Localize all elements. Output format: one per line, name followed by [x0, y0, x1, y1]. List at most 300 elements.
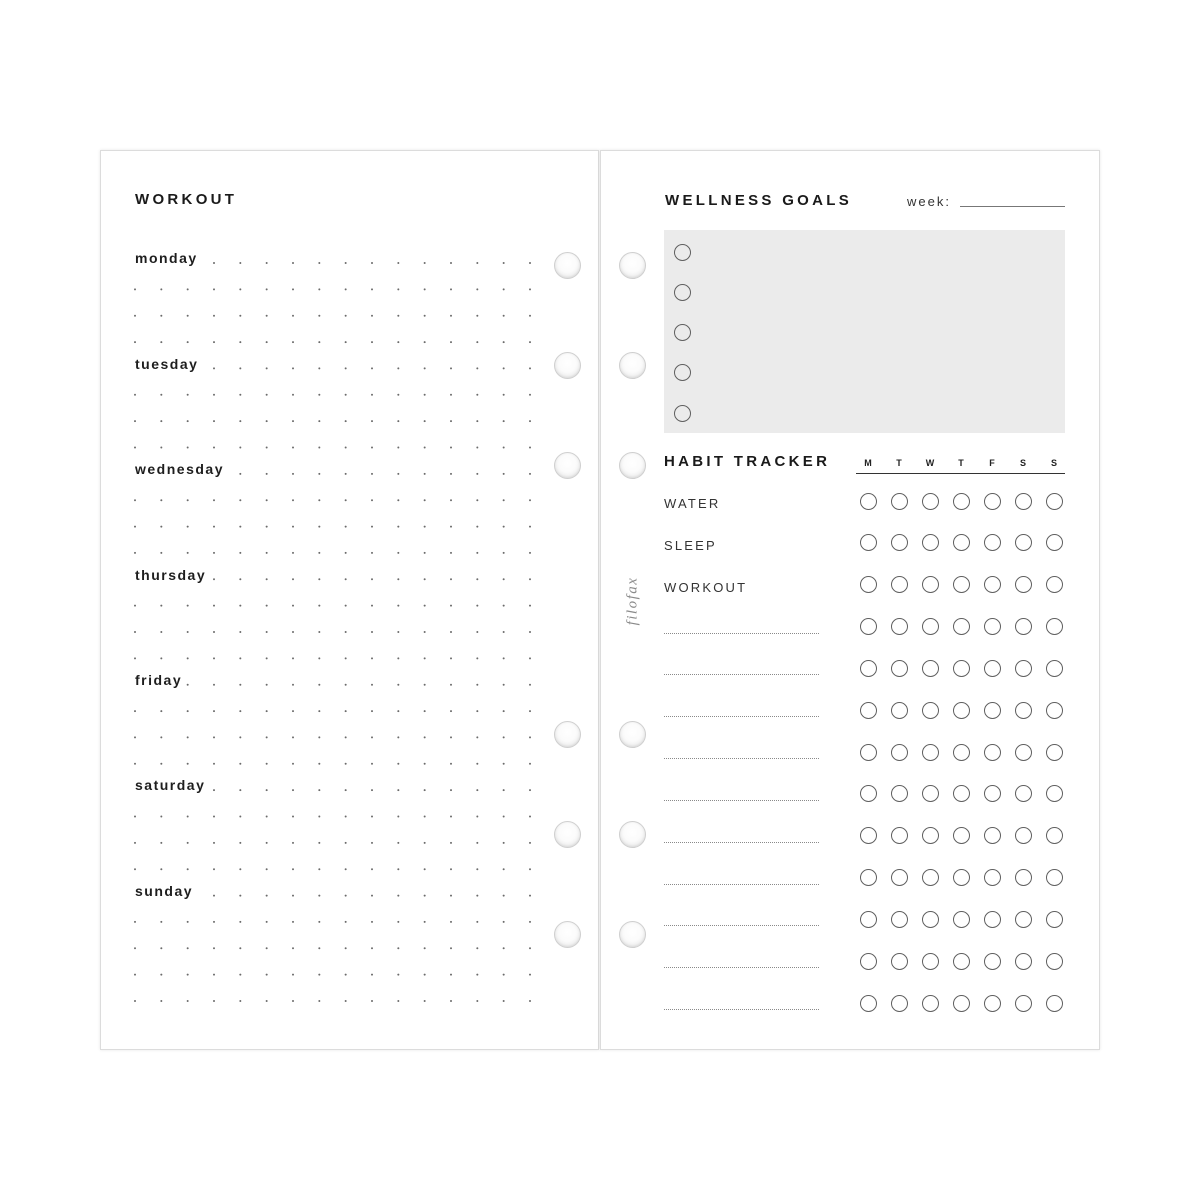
grid-dot: [450, 341, 452, 343]
grid-dot: [213, 552, 215, 554]
habit-checkbox[interactable]: [1015, 660, 1032, 677]
filofax-logo: filofax: [624, 576, 641, 626]
grid-dot: [476, 499, 478, 501]
grid-dot: [371, 974, 373, 976]
grid-dot: [292, 684, 294, 686]
dot-row: [134, 1000, 531, 1002]
grid-dot: [160, 736, 162, 738]
grid-dot: [239, 447, 241, 449]
grid-dot: [292, 895, 294, 897]
grid-dot: [529, 473, 531, 475]
grid-dot: [345, 420, 347, 422]
habit-checkbox[interactable]: [984, 493, 1001, 510]
grid-dot: [266, 473, 268, 475]
habit-checkbox[interactable]: [891, 785, 908, 802]
habit-checkbox[interactable]: [1015, 827, 1032, 844]
habit-checkbox[interactable]: [891, 618, 908, 635]
grid-dot: [134, 763, 136, 765]
grid-dot: [424, 341, 426, 343]
dot-row: [134, 816, 531, 818]
grid-dot: [160, 1000, 162, 1002]
grid-dot: [213, 895, 215, 897]
habit-checkbox[interactable]: [922, 618, 939, 635]
habit-checkbox[interactable]: [922, 995, 939, 1012]
grid-dot: [450, 1000, 452, 1002]
habit-checkbox[interactable]: [984, 702, 1001, 719]
grid-dot: [134, 736, 136, 738]
grid-dot: [160, 605, 162, 607]
habit-checkbox[interactable]: [891, 702, 908, 719]
habit-checkbox[interactable]: [984, 744, 1001, 761]
grid-dot: [266, 341, 268, 343]
habit-checkbox[interactable]: [860, 911, 877, 928]
grid-dot: [503, 447, 505, 449]
habit-checkbox[interactable]: [922, 702, 939, 719]
grid-dot: [450, 394, 452, 396]
grid-dot: [371, 789, 373, 791]
grid-dot: [424, 816, 426, 818]
habit-checkbox[interactable]: [984, 911, 1001, 928]
weekday-letter: T: [958, 458, 964, 468]
grid-dot: [134, 394, 136, 396]
grid-dot: [239, 526, 241, 528]
grid-dot: [292, 578, 294, 580]
grid-dot: [160, 921, 162, 923]
grid-dot: [503, 736, 505, 738]
grid-dot: [345, 789, 347, 791]
habit-checkbox[interactable]: [1015, 953, 1032, 970]
planner-spread: [100, 150, 1100, 1050]
habit-checkbox[interactable]: [860, 744, 877, 761]
habit-checkbox[interactable]: [953, 911, 970, 928]
habit-label: WORKOUT: [664, 580, 748, 596]
grid-dot: [345, 578, 347, 580]
grid-dot: [134, 288, 136, 290]
habit-checkbox[interactable]: [1046, 534, 1063, 551]
grid-dot: [503, 921, 505, 923]
grid-dot: [134, 816, 136, 818]
grid-dot: [345, 552, 347, 554]
grid-dot: [266, 499, 268, 501]
habit-write-in-line[interactable]: [664, 800, 819, 801]
habit-checkbox[interactable]: [860, 869, 877, 886]
habit-checkbox[interactable]: [953, 493, 970, 510]
habit-checkbox[interactable]: [860, 827, 877, 844]
grid-dot: [239, 736, 241, 738]
grid-dot: [424, 736, 426, 738]
grid-dot: [529, 684, 531, 686]
grid-dot: [503, 262, 505, 264]
habit-checkbox[interactable]: [953, 953, 970, 970]
dot-row: [134, 842, 531, 844]
grid-dot: [424, 789, 426, 791]
grid-dot: [213, 262, 215, 264]
grid-dot: [239, 684, 241, 686]
habit-checkbox[interactable]: [891, 744, 908, 761]
grid-dot: [213, 710, 215, 712]
grid-dot: [318, 605, 320, 607]
grid-dot: [450, 842, 452, 844]
grid-dot: [187, 631, 189, 633]
grid-dot: [239, 367, 241, 369]
grid-dot: [450, 473, 452, 475]
habit-checkbox[interactable]: [953, 995, 970, 1012]
grid-dot: [424, 895, 426, 897]
grid-dot: [450, 816, 452, 818]
grid-dot: [160, 631, 162, 633]
habit-checkbox[interactable]: [891, 660, 908, 677]
habit-checkbox[interactable]: [953, 534, 970, 551]
grid-dot: [371, 394, 373, 396]
habit-checkbox[interactable]: [922, 744, 939, 761]
grid-dot: [476, 974, 478, 976]
grid-dot: [529, 631, 531, 633]
grid-dot: [239, 552, 241, 554]
dot-row: [134, 763, 531, 765]
habit-checkbox[interactable]: [1046, 827, 1063, 844]
right-page: [600, 150, 1100, 1050]
grid-dot: [529, 974, 531, 976]
habit-checkbox[interactable]: [1046, 911, 1063, 928]
grid-dot: [239, 974, 241, 976]
grid-dot: [476, 341, 478, 343]
habit-write-in-line[interactable]: [664, 884, 819, 885]
habit-checkbox[interactable]: [922, 534, 939, 551]
grid-dot: [450, 605, 452, 607]
habit-checkbox[interactable]: [1015, 702, 1032, 719]
grid-dot: [160, 763, 162, 765]
grid-dot: [450, 974, 452, 976]
grid-dot: [213, 447, 215, 449]
grid-dot: [134, 947, 136, 949]
grid-dot: [503, 394, 505, 396]
grid-dot: [529, 657, 531, 659]
habit-write-in-line[interactable]: [664, 758, 819, 759]
habit-checkbox[interactable]: [953, 702, 970, 719]
habit-checkbox[interactable]: [953, 827, 970, 844]
grid-dot: [318, 367, 320, 369]
grid-dot: [266, 816, 268, 818]
grid-dot: [476, 367, 478, 369]
grid-dot: [476, 947, 478, 949]
day-label-thursday: thursday: [133, 567, 209, 583]
grid-dot: [424, 947, 426, 949]
dot-row: [134, 605, 531, 607]
grid-dot: [318, 816, 320, 818]
habit-checkbox[interactable]: [891, 576, 908, 593]
grid-dot: [424, 499, 426, 501]
habit-checkbox[interactable]: [1015, 618, 1032, 635]
habit-checkbox[interactable]: [1046, 785, 1063, 802]
grid-dot: [450, 526, 452, 528]
habit-checkbox[interactable]: [891, 534, 908, 551]
grid-dot: [134, 974, 136, 976]
grid-dot: [318, 736, 320, 738]
grid-dot: [397, 684, 399, 686]
grid-dot: [503, 868, 505, 870]
habit-checkbox[interactable]: [984, 953, 1001, 970]
grid-dot: [187, 868, 189, 870]
grid-dot: [318, 288, 320, 290]
habit-checkbox[interactable]: [953, 618, 970, 635]
habit-checkbox[interactable]: [860, 995, 877, 1012]
habit-write-in-line[interactable]: [664, 1009, 819, 1010]
habit-rows: [601, 151, 1099, 1049]
grid-dot: [371, 895, 373, 897]
grid-dot: [503, 526, 505, 528]
punch-hole: [554, 821, 581, 848]
grid-dot: [292, 288, 294, 290]
day-label-friday: friday: [133, 672, 185, 688]
grid-dot: [424, 315, 426, 317]
grid-dot: [529, 868, 531, 870]
habit-checkbox[interactable]: [1046, 744, 1063, 761]
grid-dot: [397, 315, 399, 317]
dot-row: [134, 736, 531, 738]
habit-checkbox[interactable]: [1046, 702, 1063, 719]
habit-checkbox[interactable]: [1015, 869, 1032, 886]
dot-row: [134, 921, 531, 923]
habit-write-in-line[interactable]: [664, 674, 819, 675]
habit-checkbox[interactable]: [860, 618, 877, 635]
grid-dot: [345, 447, 347, 449]
grid-dot: [450, 710, 452, 712]
grid-dot: [397, 367, 399, 369]
grid-dot: [213, 684, 215, 686]
dot-row: [134, 710, 531, 712]
habit-checkbox[interactable]: [984, 995, 1001, 1012]
habit-checkbox[interactable]: [891, 995, 908, 1012]
grid-dot: [239, 631, 241, 633]
habit-write-in-line[interactable]: [664, 967, 819, 968]
habit-write-in-line[interactable]: [664, 842, 819, 843]
grid-dot: [292, 605, 294, 607]
grid-dot: [450, 499, 452, 501]
habit-checkbox[interactable]: [984, 534, 1001, 551]
grid-dot: [529, 420, 531, 422]
grid-dot: [397, 578, 399, 580]
habit-checkbox[interactable]: [922, 827, 939, 844]
habit-checkbox[interactable]: [922, 785, 939, 802]
habit-checkbox[interactable]: [860, 660, 877, 677]
grid-dot: [371, 526, 373, 528]
grid-dot: [503, 763, 505, 765]
habit-checkbox[interactable]: [1046, 953, 1063, 970]
grid-dot: [292, 473, 294, 475]
punch-hole: [554, 452, 581, 479]
habit-write-in-line[interactable]: [664, 716, 819, 717]
grid-dot: [424, 684, 426, 686]
habit-checkbox[interactable]: [891, 869, 908, 886]
habit-checkbox[interactable]: [922, 660, 939, 677]
dot-row: [134, 552, 531, 554]
habit-checkbox[interactable]: [891, 953, 908, 970]
punch-hole: [619, 921, 646, 948]
habit-checkbox[interactable]: [953, 576, 970, 593]
grid-dot: [476, 789, 478, 791]
grid-dot: [292, 789, 294, 791]
grid-dot: [160, 420, 162, 422]
habit-checkbox[interactable]: [891, 827, 908, 844]
grid-dot: [503, 420, 505, 422]
grid-dot: [450, 947, 452, 949]
grid-dot: [160, 341, 162, 343]
grid-dot: [239, 816, 241, 818]
habit-checkbox[interactable]: [984, 660, 1001, 677]
grid-dot: [450, 262, 452, 264]
habit-checkbox[interactable]: [1046, 995, 1063, 1012]
grid-dot: [318, 763, 320, 765]
grid-dot: [397, 394, 399, 396]
grid-dot: [266, 420, 268, 422]
grid-dot: [239, 895, 241, 897]
grid-dot: [292, 1000, 294, 1002]
habit-checkbox[interactable]: [1015, 576, 1032, 593]
habit-write-in-line[interactable]: [664, 633, 819, 634]
grid-dot: [134, 499, 136, 501]
grid-dot: [266, 974, 268, 976]
grid-dot: [397, 288, 399, 290]
grid-dot: [529, 499, 531, 501]
habit-checkbox[interactable]: [984, 785, 1001, 802]
grid-dot: [266, 895, 268, 897]
grid-dot: [476, 921, 478, 923]
grid-dot: [266, 710, 268, 712]
habit-checkbox[interactable]: [953, 744, 970, 761]
dot-grid: [101, 151, 598, 1049]
dot-row: [134, 447, 531, 449]
grid-dot: [292, 816, 294, 818]
grid-dot: [450, 631, 452, 633]
grid-dot: [345, 315, 347, 317]
grid-dot: [213, 657, 215, 659]
grid-dot: [476, 526, 478, 528]
grid-dot: [503, 552, 505, 554]
grid-dot: [450, 420, 452, 422]
grid-dot: [450, 578, 452, 580]
habit-checkbox[interactable]: [1046, 660, 1063, 677]
habit-checkbox[interactable]: [1015, 911, 1032, 928]
grid-dot: [424, 868, 426, 870]
habit-label: SLEEP: [664, 538, 717, 554]
grid-dot: [345, 736, 347, 738]
grid-dot: [134, 710, 136, 712]
weekday-letter: T: [896, 458, 902, 468]
grid-dot: [213, 1000, 215, 1002]
grid-dot: [371, 288, 373, 290]
habit-checkbox[interactable]: [1015, 744, 1032, 761]
grid-dot: [187, 447, 189, 449]
grid-dot: [503, 974, 505, 976]
grid-dot: [213, 947, 215, 949]
habit-checkbox[interactable]: [984, 618, 1001, 635]
habit-checkbox[interactable]: [984, 827, 1001, 844]
grid-dot: [213, 789, 215, 791]
habit-checkbox[interactable]: [891, 911, 908, 928]
grid-dot: [318, 947, 320, 949]
grid-dot: [424, 288, 426, 290]
habit-checkbox[interactable]: [1046, 618, 1063, 635]
habit-checkbox[interactable]: [922, 493, 939, 510]
grid-dot: [134, 526, 136, 528]
habit-write-in-line[interactable]: [664, 925, 819, 926]
grid-dot: [450, 288, 452, 290]
habit-checkbox[interactable]: [1015, 995, 1032, 1012]
grid-dot: [266, 315, 268, 317]
habit-checkbox[interactable]: [922, 576, 939, 593]
grid-dot: [529, 447, 531, 449]
weekday-letter: S: [1019, 458, 1026, 468]
habit-checkbox[interactable]: [860, 576, 877, 593]
grid-dot: [424, 447, 426, 449]
habit-checkbox[interactable]: [922, 911, 939, 928]
grid-dot: [213, 578, 215, 580]
grid-dot: [503, 315, 505, 317]
grid-dot: [160, 499, 162, 501]
habit-checkbox[interactable]: [860, 953, 877, 970]
grid-dot: [371, 552, 373, 554]
grid-dot: [450, 657, 452, 659]
grid-dot: [450, 763, 452, 765]
grid-dot: [424, 420, 426, 422]
habit-checkbox[interactable]: [922, 869, 939, 886]
grid-dot: [503, 499, 505, 501]
habit-checkbox[interactable]: [984, 576, 1001, 593]
habit-tracker-title: HABIT TRACKER: [664, 453, 831, 470]
grid-dot: [476, 420, 478, 422]
habit-checkbox[interactable]: [860, 702, 877, 719]
grid-dot: [345, 816, 347, 818]
grid-dot: [134, 341, 136, 343]
habit-checkbox[interactable]: [1015, 493, 1032, 510]
habit-checkbox[interactable]: [922, 953, 939, 970]
grid-dot: [397, 868, 399, 870]
grid-dot: [187, 605, 189, 607]
grid-dot: [213, 816, 215, 818]
habit-checkbox[interactable]: [953, 660, 970, 677]
grid-dot: [134, 605, 136, 607]
habit-checkbox[interactable]: [1015, 534, 1032, 551]
grid-dot: [424, 710, 426, 712]
grid-dot: [345, 921, 347, 923]
habit-checkbox[interactable]: [984, 869, 1001, 886]
grid-dot: [476, 895, 478, 897]
grid-dot: [345, 684, 347, 686]
grid-dot: [292, 657, 294, 659]
habit-checkbox[interactable]: [1015, 785, 1032, 802]
grid-dot: [476, 552, 478, 554]
grid-dot: [345, 262, 347, 264]
grid-dot: [318, 341, 320, 343]
grid-dot: [397, 895, 399, 897]
habit-checkbox[interactable]: [860, 493, 877, 510]
habit-checkbox[interactable]: [860, 534, 877, 551]
grid-dot: [345, 288, 347, 290]
habit-checkbox[interactable]: [953, 785, 970, 802]
grid-dot: [397, 473, 399, 475]
workout-title: WORKOUT: [135, 191, 238, 208]
habit-checkbox[interactable]: [953, 869, 970, 886]
grid-dot: [292, 420, 294, 422]
habit-checkbox[interactable]: [860, 785, 877, 802]
grid-dot: [160, 526, 162, 528]
habit-checkbox[interactable]: [1046, 576, 1063, 593]
dot-row: [134, 499, 531, 501]
habit-checkbox[interactable]: [1046, 493, 1063, 510]
grid-dot: [160, 288, 162, 290]
habit-checkbox[interactable]: [891, 493, 908, 510]
habit-checkbox[interactable]: [1046, 869, 1063, 886]
